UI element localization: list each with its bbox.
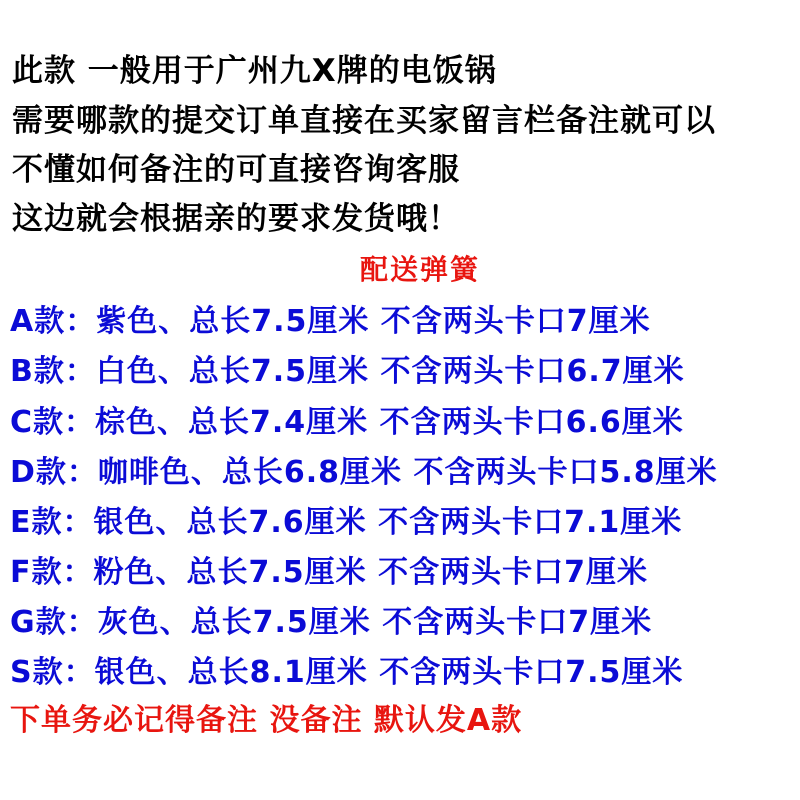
intro-line-2: 需要哪款的提交订单直接在买家留言栏备注就可以 [12,103,716,139]
spec-line-a: A款：紫色、总长7.5厘米 不含两头卡口7厘米 [10,304,651,339]
spec-line-g: G款：灰色、总长7.5厘米 不含两头卡口7厘米 [10,605,653,640]
spec-line-b: B款：白色、总长7.5厘米 不含两头卡口6.7厘米 [10,354,685,389]
spec-line-d: D款：咖啡色、总长6.8厘米 不含两头卡口5.8厘米 [10,455,718,490]
order-notice: 下单务必记得备注 没备注 默认发A款 [10,703,523,738]
intro-line-3: 不懂如何备注的可直接咨询客服 [12,152,460,188]
spring-heading: 配送弹簧 [360,253,481,286]
spec-line-e: E款：银色、总长7.6厘米 不含两头卡口7.1厘米 [10,505,683,540]
spec-line-c: C款：棕色、总长7.4厘米 不含两头卡口6.6厘米 [10,405,684,440]
spec-line-s: S款：银色、总长8.1厘米 不含两头卡口7.5厘米 [10,655,684,690]
intro-line-1: 此款 一般用于广州九X牌的电饭锅 [12,53,497,89]
intro-line-4: 这边就会根据亲的要求发货哦！ [12,201,460,237]
spec-line-f: F款：粉色、总长7.5厘米 不含两头卡口7厘米 [10,555,648,590]
